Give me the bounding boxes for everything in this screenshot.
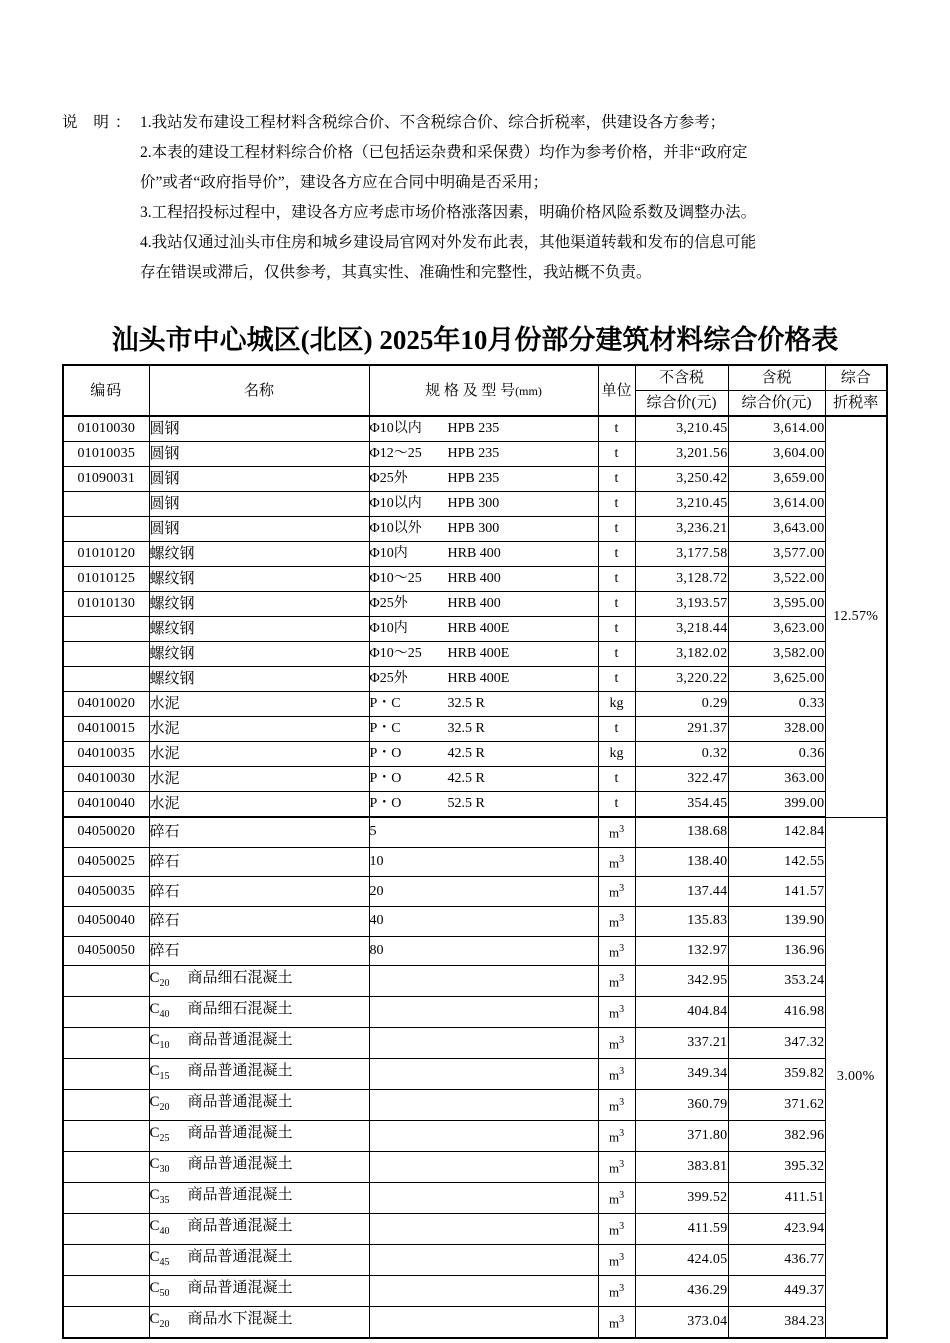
table-head <box>63 365 887 416</box>
notes-label: 说 明： <box>62 114 137 131</box>
cell-unit: t <box>598 517 635 542</box>
cell-gross-price: 363.00 <box>728 767 825 792</box>
material-name: 商品普通混凝土 <box>187 1063 293 1080</box>
col-header-gross-bottom: 综合价(元) <box>728 391 825 417</box>
concrete-grade: $C_{10}$ <box>149 1032 170 1052</box>
concrete-grade: $C_{40}$ <box>149 1218 170 1238</box>
cell-net-price: 0.32 <box>635 742 728 767</box>
cell-spec: Φ10内 HRB 400E <box>369 617 598 642</box>
table-row <box>63 1121 887 1152</box>
cell-code: 04050035 <box>63 877 149 907</box>
cell-name: 碎石 <box>149 936 369 966</box>
cell-spec <box>369 1152 598 1183</box>
note-line-2 <box>62 138 892 168</box>
cell-gross-price: 399.00 <box>728 792 825 818</box>
table-row <box>63 792 887 818</box>
cell-gross-price: 328.00 <box>728 717 825 742</box>
cell-net-price: 132.97 <box>635 936 728 966</box>
cell-name <box>149 966 369 997</box>
table-row <box>63 877 887 907</box>
cell-spec: 20 <box>369 877 598 907</box>
cell-gross-price: 395.32 <box>728 1152 825 1183</box>
cell-code: 04010015 <box>63 717 149 742</box>
cell-net-price: 360.79 <box>635 1090 728 1121</box>
cell-code <box>63 517 149 542</box>
cell-net-price: 349.34 <box>635 1059 728 1090</box>
cell-gross-price: 3,522.00 <box>728 567 825 592</box>
cell-net-price: 3,210.45 <box>635 416 728 442</box>
cell-unit: t <box>598 467 635 492</box>
col-header-name <box>149 365 369 416</box>
cell-spec <box>369 1121 598 1152</box>
page-title: 汕头市中心城区(北区) 2025年10月份部分建筑材料综合价格表 <box>111 325 839 355</box>
concrete-grade: $C_{35}$ <box>149 1187 170 1207</box>
cell-unit: t <box>598 792 635 818</box>
table-row <box>63 1307 887 1339</box>
material-name: 商品普通混凝土 <box>187 1156 293 1173</box>
cell-net-price: 138.68 <box>635 817 728 847</box>
table-row <box>63 642 887 667</box>
cell-name: 螺纹钢 <box>149 617 369 642</box>
price-table <box>62 364 888 1339</box>
cell-unit: $m^3$ <box>598 1307 635 1339</box>
cell-net-price: 322.47 <box>635 767 728 792</box>
table-row <box>63 1214 887 1245</box>
table-row <box>63 1059 887 1090</box>
cell-gross-price: 3,614.00 <box>728 416 825 442</box>
cell-gross-price: 142.55 <box>728 847 825 877</box>
cell-gross-price: 3,643.00 <box>728 517 825 542</box>
note-text-5: 4.我站仅通过汕头市住房和城乡建设局官网对外发布此表，其他渠道转载和发布的信息可能 <box>140 234 757 251</box>
cell-spec <box>369 1276 598 1307</box>
cell-unit: $m^3$ <box>598 1214 635 1245</box>
table-row <box>63 966 887 997</box>
cell-spec: Φ10以外 HPB 300 <box>369 517 598 542</box>
table-row <box>63 617 887 642</box>
cell-gross-price: 423.94 <box>728 1214 825 1245</box>
cell-spec <box>369 1183 598 1214</box>
header-row <box>63 365 887 391</box>
cell-gross-price: 3,625.00 <box>728 667 825 692</box>
cell-spec: P・C 32.5 R <box>369 717 598 742</box>
cell-net-price: 411.59 <box>635 1214 728 1245</box>
cell-net-price: 3,220.22 <box>635 667 728 692</box>
cell-name: 水泥 <box>149 692 369 717</box>
cell-unit: t <box>598 542 635 567</box>
cell-net-price: 404.84 <box>635 997 728 1028</box>
cell-name <box>149 1059 369 1090</box>
cell-net-price: 424.05 <box>635 1245 728 1276</box>
col-header-unit: 单位 <box>598 365 635 416</box>
cell-net-price: 291.37 <box>635 717 728 742</box>
table-row <box>63 767 887 792</box>
cell-unit: $m^3$ <box>598 817 635 847</box>
cell-gross-price: 3,623.00 <box>728 617 825 642</box>
col-header-net-top: 不含税 <box>635 365 728 391</box>
material-name: 商品普通混凝土 <box>187 1280 293 1297</box>
col-header-spec <box>369 365 598 416</box>
cell-spec: Φ10以内 HPB 235 <box>369 416 598 442</box>
table-row <box>63 936 887 966</box>
cell-code: 04050040 <box>63 906 149 936</box>
material-name: 商品普通混凝土 <box>187 1094 293 1111</box>
cell-name: 螺纹钢 <box>149 567 369 592</box>
cell-gross-price: 141.57 <box>728 877 825 907</box>
cell-name <box>149 1245 369 1276</box>
cell-name <box>149 1214 369 1245</box>
cell-gross-price: 449.37 <box>728 1276 825 1307</box>
table-row <box>63 667 887 692</box>
cell-unit: $m^3$ <box>598 1059 635 1090</box>
cell-spec: Φ10以内 HPB 300 <box>369 492 598 517</box>
cell-gross-price: 136.96 <box>728 936 825 966</box>
table-row <box>63 1276 887 1307</box>
material-name: 商品普通混凝土 <box>187 1032 293 1049</box>
note-line-1 <box>62 108 892 138</box>
cell-unit: $m^3$ <box>598 1276 635 1307</box>
cell-code <box>63 1028 149 1059</box>
cell-code: 01010130 <box>63 592 149 617</box>
cell-code: 04050025 <box>63 847 149 877</box>
cell-net-price: 354.45 <box>635 792 728 818</box>
material-name: 商品细石混凝土 <box>187 970 293 987</box>
cell-name: 水泥 <box>149 742 369 767</box>
cell-name: 圆钢 <box>149 416 369 442</box>
table-row <box>63 1090 887 1121</box>
cell-gross-price: 3,577.00 <box>728 542 825 567</box>
cell-name: 圆钢 <box>149 467 369 492</box>
cell-gross-price: 3,659.00 <box>728 467 825 492</box>
col-header-spec-unit: (mm) <box>515 383 542 398</box>
cell-gross-price: 371.62 <box>728 1090 825 1121</box>
table-row <box>63 817 887 847</box>
cell-name: 水泥 <box>149 767 369 792</box>
cell-name: 圆钢 <box>149 517 369 542</box>
cell-net-price: 3,128.72 <box>635 567 728 592</box>
cell-code <box>63 617 149 642</box>
concrete-grade: $C_{30}$ <box>149 1156 170 1176</box>
cell-code <box>63 1276 149 1307</box>
table-row <box>63 906 887 936</box>
cell-gross-price: 347.32 <box>728 1028 825 1059</box>
table-row <box>63 592 887 617</box>
cell-spec: Φ10～25 HRB 400 <box>369 567 598 592</box>
cell-net-price: 3,201.56 <box>635 442 728 467</box>
cell-net-price: 3,193.57 <box>635 592 728 617</box>
cell-net-price: 3,182.02 <box>635 642 728 667</box>
cell-gross-price: 436.77 <box>728 1245 825 1276</box>
material-name: 商品细石混凝土 <box>187 1001 293 1018</box>
cell-spec: P・O 42.5 R <box>369 742 598 767</box>
concrete-grade: $C_{15}$ <box>149 1063 170 1083</box>
cell-name <box>149 1090 369 1121</box>
cell-code: 01010120 <box>63 542 149 567</box>
notes-block <box>62 108 892 288</box>
cell-name <box>149 1276 369 1307</box>
cell-name <box>149 1028 369 1059</box>
cell-net-price: 373.04 <box>635 1307 728 1339</box>
cell-unit: $m^3$ <box>598 847 635 877</box>
cell-spec: Φ10内 HRB 400 <box>369 542 598 567</box>
cell-unit: kg <box>598 742 635 767</box>
cell-code: 04010020 <box>63 692 149 717</box>
cell-unit: $m^3$ <box>598 906 635 936</box>
cell-spec <box>369 1307 598 1339</box>
cell-spec <box>369 1059 598 1090</box>
note-text-4: 3.工程招投标过程中，建设各方应考虑市场价格涨落因素，明确价格风险系数及调整办法。 <box>140 204 757 221</box>
col-header-rate-top: 综合 <box>825 365 887 391</box>
price-table-wrapper <box>62 364 886 1339</box>
cell-gross-price: 3,614.00 <box>728 492 825 517</box>
cell-name <box>149 997 369 1028</box>
cell-name <box>149 1307 369 1339</box>
table-row <box>63 742 887 767</box>
cell-net-price: 399.52 <box>635 1183 728 1214</box>
cell-spec: P・O 42.5 R <box>369 767 598 792</box>
cell-net-price: 137.44 <box>635 877 728 907</box>
cell-net-price: 3,236.21 <box>635 517 728 542</box>
cell-unit: $m^3$ <box>598 966 635 997</box>
cell-spec <box>369 1214 598 1245</box>
cell-unit: t <box>598 592 635 617</box>
table-row <box>63 467 887 492</box>
cell-unit: $m^3$ <box>598 1152 635 1183</box>
cell-name: 螺纹钢 <box>149 592 369 617</box>
cell-code: 04050020 <box>63 817 149 847</box>
cell-tax-rate-group-1: 12.57% <box>825 416 887 817</box>
cell-spec: 10 <box>369 847 598 877</box>
concrete-grade: $C_{25}$ <box>149 1125 170 1145</box>
table-row <box>63 442 887 467</box>
cell-unit: t <box>598 717 635 742</box>
cell-tax-rate-group-2: 3.00% <box>825 817 887 1338</box>
cell-code: 04050050 <box>63 936 149 966</box>
cell-unit: t <box>598 442 635 467</box>
cell-code: 01010030 <box>63 416 149 442</box>
cell-unit: $m^3$ <box>598 1121 635 1152</box>
cell-code <box>63 1152 149 1183</box>
cell-unit: $m^3$ <box>598 1028 635 1059</box>
cell-name <box>149 1152 369 1183</box>
cell-spec <box>369 1090 598 1121</box>
material-name: 商品普通混凝土 <box>187 1249 293 1266</box>
note-text-1: 1.我站发布建设工程材料含税综合价、不含税综合价、综合折税率，供建设各方参考； <box>140 114 726 131</box>
cell-net-price: 135.83 <box>635 906 728 936</box>
cell-name: 碎石 <box>149 877 369 907</box>
cell-unit: t <box>598 567 635 592</box>
col-header-rate-bottom: 折税率 <box>825 391 887 417</box>
cell-spec: Φ25外 HRB 400 <box>369 592 598 617</box>
cell-code <box>63 966 149 997</box>
cell-name <box>149 1121 369 1152</box>
cell-gross-price: 353.24 <box>728 966 825 997</box>
cell-unit: t <box>598 617 635 642</box>
note-text-2: 2.本表的建设工程材料综合价格（已包括运杂费和采保费）均作为参考价格，并非“政府定 <box>140 144 748 161</box>
cell-code: 01010125 <box>63 567 149 592</box>
col-header-gross-top: 含税 <box>728 365 825 391</box>
cell-unit: t <box>598 492 635 517</box>
cell-net-price: 342.95 <box>635 966 728 997</box>
cell-name: 水泥 <box>149 717 369 742</box>
cell-code: 04010040 <box>63 792 149 818</box>
table-row <box>63 1028 887 1059</box>
cell-code <box>63 492 149 517</box>
cell-name: 螺纹钢 <box>149 542 369 567</box>
cell-unit: $m^3$ <box>598 1245 635 1276</box>
cell-gross-price: 382.96 <box>728 1121 825 1152</box>
cell-name: 水泥 <box>149 792 369 818</box>
cell-spec: P・O 52.5 R <box>369 792 598 818</box>
cell-net-price: 0.29 <box>635 692 728 717</box>
cell-gross-price: 0.36 <box>728 742 825 767</box>
cell-code <box>63 667 149 692</box>
cell-unit: $m^3$ <box>598 936 635 966</box>
cell-name: 螺纹钢 <box>149 667 369 692</box>
table-row <box>63 1245 887 1276</box>
cell-spec: Φ12～25 HPB 235 <box>369 442 598 467</box>
cell-gross-price: 359.82 <box>728 1059 825 1090</box>
cell-unit: $m^3$ <box>598 997 635 1028</box>
cell-code <box>63 1214 149 1245</box>
col-header-net-bottom: 综合价(元) <box>635 391 728 417</box>
concrete-grade: $C_{20}$ <box>149 1311 170 1331</box>
cell-code <box>63 1121 149 1152</box>
cell-name: 碎石 <box>149 817 369 847</box>
cell-name: 螺纹钢 <box>149 642 369 667</box>
cell-spec: P・C 32.5 R <box>369 692 598 717</box>
cell-code <box>63 642 149 667</box>
table-row <box>63 1152 887 1183</box>
cell-net-price: 436.29 <box>635 1276 728 1307</box>
cell-code <box>63 1059 149 1090</box>
col-header-name-right: 称 <box>259 382 275 399</box>
cell-unit: $m^3$ <box>598 1183 635 1214</box>
cell-name: 圆钢 <box>149 492 369 517</box>
cell-code <box>63 1245 149 1276</box>
concrete-grade: $C_{20}$ <box>149 970 170 990</box>
col-header-spec-text: 规 格 及 型 号 <box>425 382 516 399</box>
material-name: 商品水下混凝土 <box>187 1311 293 1328</box>
table-row <box>63 517 887 542</box>
cell-spec <box>369 997 598 1028</box>
cell-gross-price: 384.23 <box>728 1307 825 1339</box>
cell-code: 04010030 <box>63 767 149 792</box>
material-name: 商品普通混凝土 <box>187 1125 293 1142</box>
cell-code <box>63 1183 149 1214</box>
cell-code <box>63 1090 149 1121</box>
cell-unit: t <box>598 667 635 692</box>
table-row <box>63 567 887 592</box>
cell-name: 碎石 <box>149 847 369 877</box>
cell-gross-price: 3,604.00 <box>728 442 825 467</box>
col-header-code: 编码 <box>63 365 149 416</box>
table-row <box>63 1183 887 1214</box>
material-name: 商品普通混凝土 <box>187 1187 293 1204</box>
cell-net-price: 337.21 <box>635 1028 728 1059</box>
material-name: 商品普通混凝土 <box>187 1218 293 1235</box>
table-body <box>63 416 887 1338</box>
cell-spec: 80 <box>369 936 598 966</box>
cell-gross-price: 411.51 <box>728 1183 825 1214</box>
table-row <box>63 692 887 717</box>
cell-spec: Φ25外 HPB 235 <box>369 467 598 492</box>
cell-net-price: 383.81 <box>635 1152 728 1183</box>
cell-gross-price: 416.98 <box>728 997 825 1028</box>
cell-code <box>63 997 149 1028</box>
cell-name: 碎石 <box>149 906 369 936</box>
cell-spec: Φ25外 HRB 400E <box>369 667 598 692</box>
table-row <box>63 416 887 442</box>
cell-unit: t <box>598 416 635 442</box>
col-header-name-left: 名 <box>243 382 259 399</box>
cell-name: 圆钢 <box>149 442 369 467</box>
cell-net-price: 3,210.45 <box>635 492 728 517</box>
concrete-grade: $C_{45}$ <box>149 1249 170 1269</box>
table-row <box>63 492 887 517</box>
concrete-grade: $C_{40}$ <box>149 1001 170 1021</box>
cell-gross-price: 139.90 <box>728 906 825 936</box>
cell-net-price: 3,177.58 <box>635 542 728 567</box>
concrete-grade: $C_{20}$ <box>149 1094 170 1114</box>
cell-unit: $m^3$ <box>598 877 635 907</box>
cell-gross-price: 0.33 <box>728 692 825 717</box>
cell-spec <box>369 1028 598 1059</box>
cell-net-price: 3,250.42 <box>635 467 728 492</box>
cell-unit: $m^3$ <box>598 1090 635 1121</box>
cell-code: 04010035 <box>63 742 149 767</box>
cell-net-price: 3,218.44 <box>635 617 728 642</box>
cell-gross-price: 142.84 <box>728 817 825 847</box>
cell-code <box>63 1307 149 1339</box>
cell-gross-price: 3,595.00 <box>728 592 825 617</box>
table-row <box>63 717 887 742</box>
cell-spec: 5 <box>369 817 598 847</box>
cell-net-price: 138.40 <box>635 847 728 877</box>
cell-name <box>149 1183 369 1214</box>
cell-unit: t <box>598 642 635 667</box>
table-row <box>63 542 887 567</box>
cell-gross-price: 3,582.00 <box>728 642 825 667</box>
cell-code: 01090031 <box>63 467 149 492</box>
note-text-6: 存在错误或滞后，仅供参考，其真实性、准确性和完整性，我站概不负责。 <box>140 264 652 281</box>
cell-spec <box>369 1245 598 1276</box>
cell-unit: t <box>598 767 635 792</box>
cell-net-price: 371.80 <box>635 1121 728 1152</box>
cell-spec <box>369 966 598 997</box>
cell-spec: 40 <box>369 906 598 936</box>
cell-unit: kg <box>598 692 635 717</box>
concrete-grade: $C_{50}$ <box>149 1280 170 1300</box>
note-text-3: 价”或者“政府指导价”，建设各方应在合同中明确是否采用； <box>140 174 549 191</box>
table-row <box>63 997 887 1028</box>
table-row <box>63 847 887 877</box>
cell-code: 01010035 <box>63 442 149 467</box>
cell-spec: Φ10～25 HRB 400E <box>369 642 598 667</box>
